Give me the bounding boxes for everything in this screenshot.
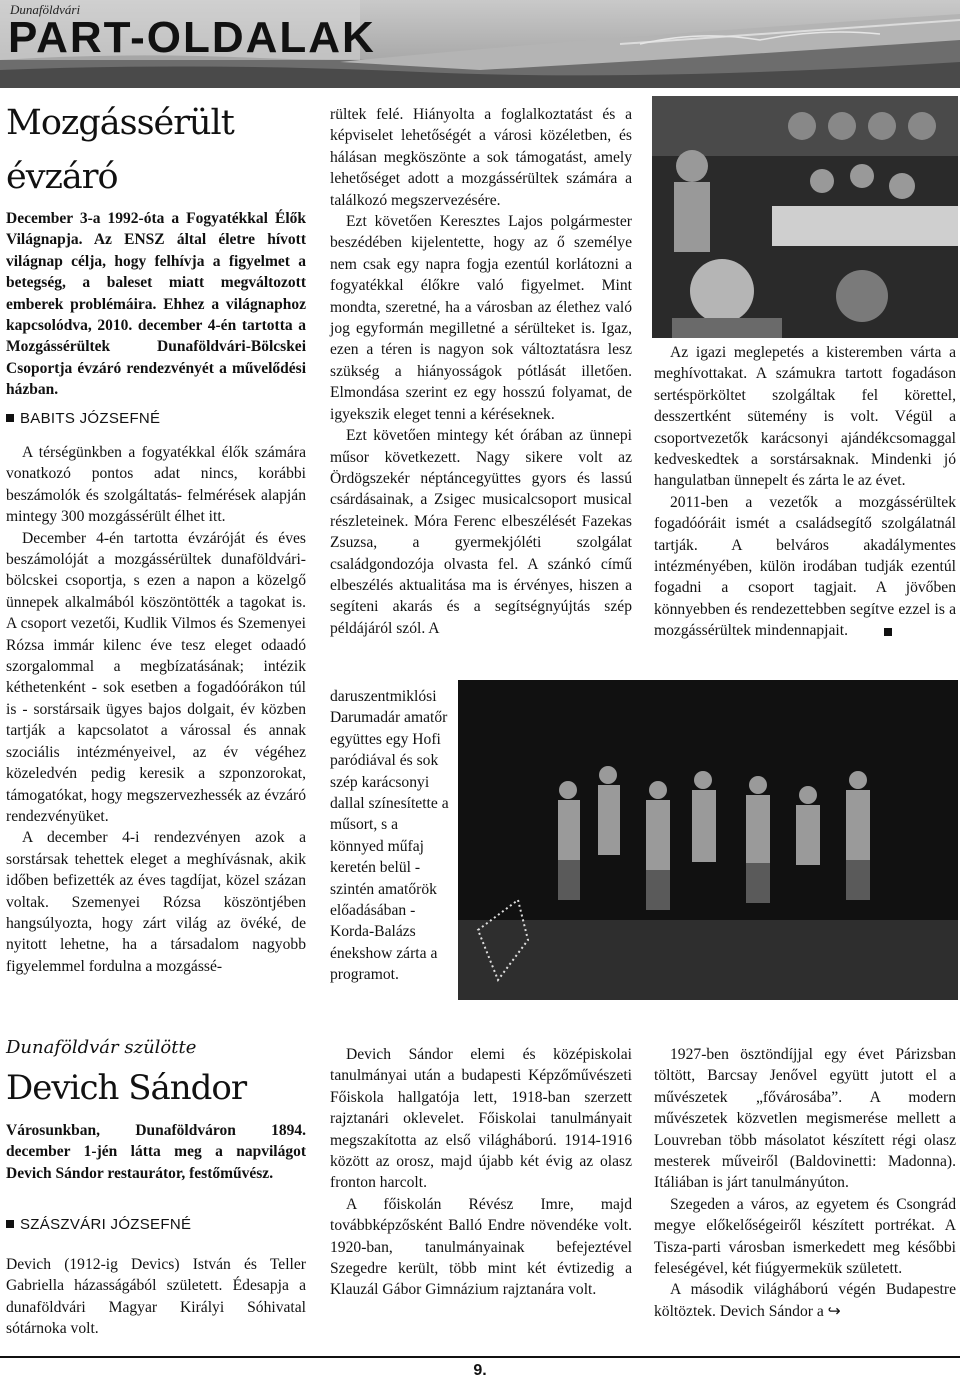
article2-column-3: [654, 1044, 956, 1322]
square-bullet-icon: [6, 414, 14, 422]
article-title: [6, 96, 306, 204]
paragraph: rültek felé. Hiányolta a foglalkoztatást és a képviselet lehetőségét a városi közéletben, és hálásan megköszönte a sok támogatást, amely lehetőséget adott a mozgássérültek számára a találkozó megszervezésére.: [330, 106, 632, 209]
masthead-title: PART-OLDALAK: [8, 13, 376, 62]
paragraph: Az igazi meglepetés a kisteremben várta a meghívottakat. A számukra tartott fogadáson sertéspörköltet szolgáltak fel körettel, desszertként sütemény is volt. Végül a csoportvezetők karácsonyi ajándékcsomaggal kedveskedtek a sorstársaknak. Mindenki jó hangulatban ünnepelt és zárta le az évet.: [654, 344, 956, 490]
paragraph: A december 4-i rendezvényen azok a sorstársak tehettek eleget a meghívásnak, akik időben befizették az éves tagdíjat, közel százan voltak. Szemenyei Rózsa köszöntjében hangsúlyozta, hogy zárt világ az övéké, de nyitott lehetne, ha a társadalom nagyobb figyelemmel fordulna a mozgássé-: [6, 829, 306, 975]
page-number: 9.: [473, 1362, 487, 1379]
paragraph: December 4-én tartotta évzáróját és éves beszámolóját a mozgássérültek dunaföldvári-bölcskei csoportja, s ezen a napon a közelgő ünnepek alkalmából köszöntötték a tagokat is. A csoport vezetői, Kudlik Vilmos és Szemenyei Rózsa immár kilenc éve tesz eleget odaadó szorgalommal a megbízatásának; intézik kéthetenként - sok esetben a fogadóórákon túl is - sorstársaik ügyes bajos dolgait, év közben tartják a kapcsolatot a várossal és annak szociális intézményeivel, az év végéhez közeledvén pedig keresik a szponzorokat, támogatókat, hogy megszervezhessék az évzáró rendezvényüket.: [6, 529, 306, 825]
footer-rule: [0, 1356, 960, 1358]
paragraph: daruszentmiklósi Darumadár amatőr együttes egy Hofi paródiával és sok szép karácsonyi dallal színesítette a műsort, s a könnyed műfaj keretén belül - szintén amatőrök előadásában - Korda-Balázs énekshow zárta a programot.: [330, 688, 449, 984]
paragraph: [654, 1279, 956, 1322]
article2-column-1: [6, 1254, 306, 1340]
byline-text: SZÁSZVÁRI JÓZSEFNÉ: [20, 1216, 192, 1233]
paragraph: Szegeden a város, az egyetem és Csongrád megye előkelőségeiről készített portrékat. A Tisza-parti városban ismerkedett meg későbbi feleségével, két fiúgyermekük született.: [654, 1195, 956, 1278]
article-title-line-2: évzáró: [6, 157, 118, 197]
article2-byline: [6, 1216, 306, 1233]
article-column-2: [330, 104, 632, 639]
paragraph: A főiskolán Révész Imre, majd továbbképzősként Balló Endre növendéke volt. 1920-ban, tanulmányainak befejeztével Szegedre került, több mint két évtizedig a Klauzál Gábor Gimnázium rajztanára volt.: [330, 1195, 632, 1299]
article-lead: December 3-a 1992-óta a Fogyatékkal Élők Világnapja. Az ENSZ által életre hívott világnap célja, hogy felhívja a figyelmet a betegség, a baleset miatt megváltozott emberek problémáira. Ehhez a világnaphoz kapcsolódva, 2010. december 4-én tartotta a Mozgássérültek Dunaföldvári-Bölcskei Csoportja évzáró rendezvényét a művelődési házban.: [6, 210, 306, 399]
byline-text: BABITS JÓZSEFNÉ: [20, 410, 161, 427]
paragraph: Ezt követően Keresztes Lajos polgármester beszédében kijelentette, hogy az ő személye nem csak egy napra fogja ezentúl korlátozni a fogyatékkal élőkre való figyelmet. Mint mondta, szeretné, ha a városban az élethez való jog egyformán megilletné a sérülteket is. Igaz, ezen a téren is nagyon sok változtatásra lesz szükség a hiányosságok pótlását illetően. Elmondása szerint ez egy hosszú folyamat, de igyekszik eleget tenni a kéréseknek.: [330, 213, 632, 423]
article-byline: [6, 410, 306, 427]
article2-title: Devich Sándor: [6, 1068, 247, 1108]
article2-kicker: Dunaföldvár szülötte: [6, 1037, 197, 1058]
article2-column-2: [330, 1044, 632, 1301]
dinner-photo: [652, 96, 958, 338]
paragraph: A térségünkben a fogyatékkal élők számára vonatkozó pontos adat nincs, korábbi beszámolók és szolgáltatás- felmérések alapján mintegy 300 mozgássérült élhet itt.: [6, 444, 306, 526]
paragraph: Devich Sándor elemi és középiskolai tanulmányai után a budapesti Képzőművészeti Főiskola hallgatója lett, 1918-ban szerzett rajztanári oklevelet. Főiskolai tanulmányait megszakította az első világháború. 1914-1916 között az orosz, majd újabb két évig az olasz fronton harcolt.: [330, 1046, 632, 1192]
paragraph: 1927-ben ösztöndíjjal egy évet Párizsban töltött, Barcsay Jenővel együtt jutott el a művészetek „fővárosába”. A modern művészetek közvetlen megismerése mellett a Louvreban több másolatot készített régi olasz mesterek műveiről (Baldovinetti: Madonna). Itáliában is járt tanulmányúton.: [654, 1046, 956, 1192]
square-bullet-icon: [6, 1220, 14, 1228]
paragraph: Ezt követően mintegy két órában az ünnepi műsor következett. Nagy sikere volt az Ördögszekér néptáncegyüttes gyors és lassú csárdásainak, a Zsigec musicalcsoport musical részleteinek. Móra Ferenc elbeszélését Fazekas Zsuzsa, a gyermekjóléti szolgálat családgondozója olvasta fel. A szánkó című elbeszélés aktualitása ma is érvényes, hiszen a segíteni akarás és a segítségnyújtás szép példájáról szól. A: [330, 427, 632, 637]
article-title-line-1: Mozgássérült: [6, 103, 234, 143]
article-column-1: [6, 442, 306, 977]
end-of-article-icon: [884, 628, 892, 636]
paragraph-text: A második világháború végén Budapestre költöztek. Devich Sándor a: [654, 1281, 956, 1320]
continued-arrow-icon: ↪: [827, 1301, 841, 1320]
article-column-3: [654, 342, 956, 642]
article-column-2-narrow: [330, 686, 452, 986]
paragraph: Devich (1912-ig Devics) István és Teller Gabriella házasságából született. Édesapja a dunaföldvári Magyar Királyi Sóhivatal sótárnoka volt.: [6, 1256, 306, 1338]
stage-photo: [458, 680, 958, 1000]
masthead-subtitle: Dunaföldvári: [10, 2, 81, 17]
article2-lead: Városunkban, Dunaföldváron 1894. december 1-jén látta meg a napvilágot Devich Sándor restaurátor, festőművész.: [6, 1122, 306, 1182]
paragraph: 2011-ben a vezetők a mozgássérültek fogadóóráit ismét a családsegítő szolgálatnál tartják. A belváros akadálymentes intézményében, külön irodában tudják ezentúl fogadni a csoport tagjait. A jövőben könnyebben és rendezettebben segítve ezzel is a mozgássérültek mindennapjait.: [654, 493, 956, 640]
